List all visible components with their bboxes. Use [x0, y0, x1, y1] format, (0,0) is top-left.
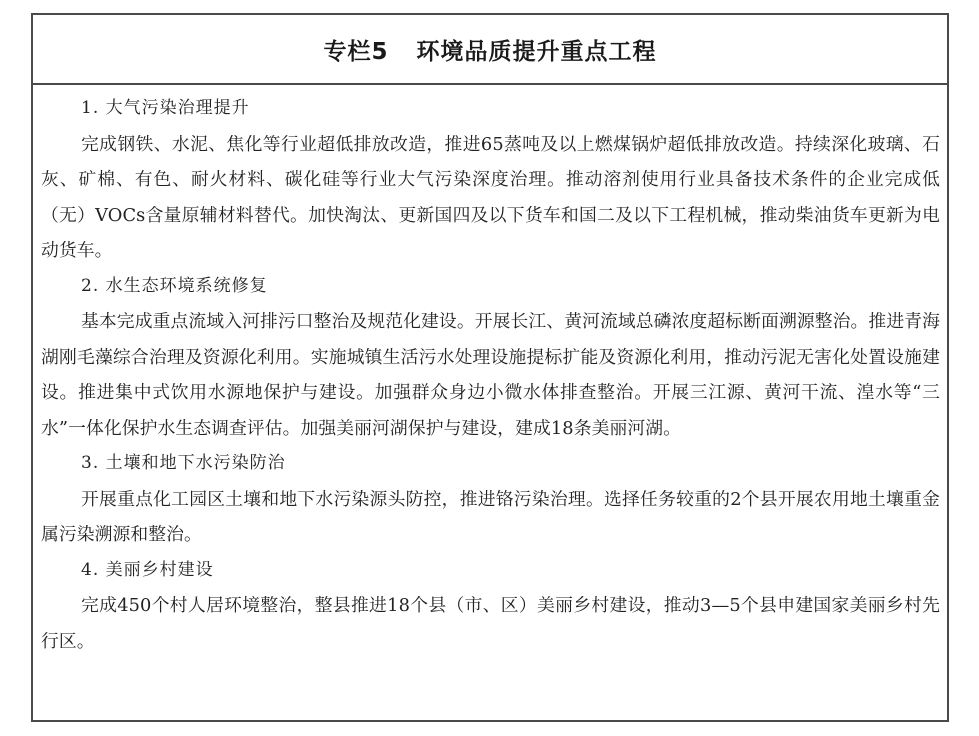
column-title	[33, 15, 947, 85]
section-heading-soil: 3. 土壤和地下水污染防治	[81, 453, 286, 473]
section-body-air: 完成钢铁、水泥、焦化等行业超低排放改造，推进65蒸吨及以上燃煤锅炉超低排放改造。持续深化玻璃、石灰、矿棉、有色、耐火材料、碳化硅等行业大气污染深度治理。推动溶剂使用行业具备技术条件的企业完成低（无）VOCs含量原辅材料替代。加快淘汰、更新国四及以下货车和国二及以下工程机械，推动柴油货车更新为电动货车。	[41, 133, 940, 261]
section-heading-water: 2. 水生态环境系统修复	[81, 275, 268, 296]
column-box	[31, 13, 949, 722]
section-heading-air: 1. 大气污染治理提升	[81, 98, 250, 118]
column-number: 专栏5	[323, 38, 389, 65]
section-body-soil: 开展重点化工园区土壤和地下水污染源头防控，推进铬污染治理。选择任务较重的2个县开展农用地土壤重金属污染溯源和整治。	[41, 488, 940, 545]
section-body-village: 完成450个村人居环境整治，整县推进18个县（市、区）美丽乡村建设，推动3—5个县申建国家美丽乡村先行区。	[41, 595, 940, 652]
section-body-water: 基本完成重点流域入河排污口整治及规范化建设。开展长江、黄河流域总磷浓度超标断面溯源整治。推进青海湖刚毛藻综合治理及资源化利用。实施城镇生活污水处理设施提标扩能及资源化利用，推动污泥无害化处置设施建设。推进集中式饮用水源地保护与建设。加强群众身边小微水体排查整治。开展三江源、黄河干流、湟水等“三水”一体化保护水生态调查评估。加强美丽河湖保护与建设，建成18条美丽河湖。	[41, 311, 940, 439]
column-content	[33, 85, 947, 659]
column-title-text: 环境品质提升重点工程	[416, 38, 657, 65]
section-heading-village: 4. 美丽乡村建设	[81, 559, 214, 580]
